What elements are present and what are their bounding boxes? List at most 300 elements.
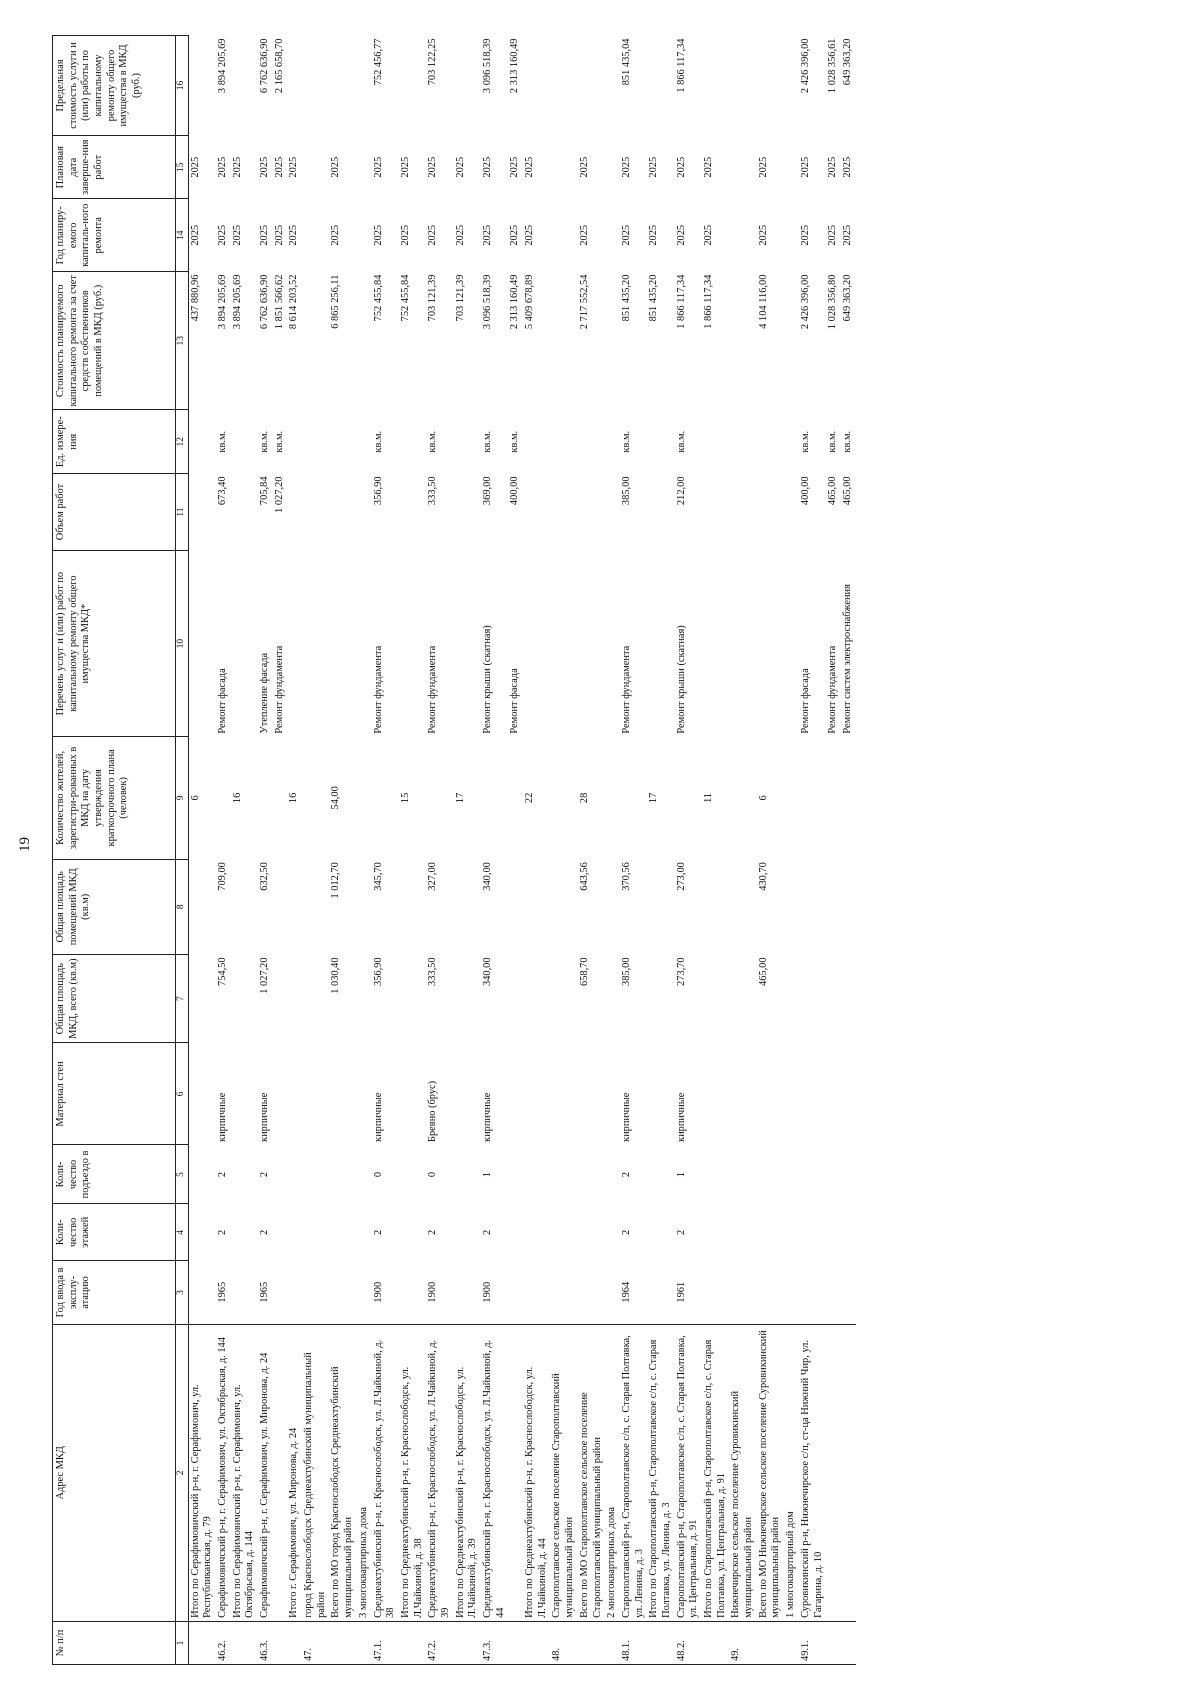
table-cell: [784, 473, 799, 550]
table-row: [188, 36, 216, 1665]
table-cell: [729, 1261, 756, 1325]
table-cell: [729, 1145, 756, 1204]
table-cell: 2 426 396,00: [799, 274, 811, 330]
column-number-row: [176, 36, 189, 1665]
table-cell: 1961: [675, 1281, 687, 1303]
table-cell: кв.м.: [273, 430, 285, 453]
table-cell: [578, 1145, 605, 1204]
table-cell: кирпичные: [675, 1092, 687, 1142]
table-cell: [454, 1204, 481, 1261]
column-header: Общая площадь МКД, всего (кв.м): [53, 954, 176, 1042]
table-cell: 6 762 636,90: [259, 38, 271, 94]
table-cell: [729, 954, 756, 1042]
table-cell: [329, 1204, 356, 1261]
table-cell: Ремонт крыши (скатная): [482, 625, 494, 734]
table-cell: 1 027,20: [259, 957, 271, 994]
table-cell: 2 426 396,00: [799, 38, 811, 94]
table-cell: 2: [259, 1229, 271, 1235]
table-cell: Нижнечирское сельское поселение Суровикинский муниципальный район: [729, 1324, 756, 1621]
table-cell: [784, 1043, 799, 1145]
table-cell: [578, 1621, 605, 1664]
table-cell: [508, 1043, 523, 1145]
table-cell: [508, 1261, 523, 1325]
table-cell: [841, 1621, 856, 1664]
table-cell: Среднеахтубинский р-н, г. Краснослободск, ул. Л.Чайкиной, д. 38: [372, 1324, 399, 1621]
table-cell: 340,00: [482, 957, 494, 986]
table-cell: 2025: [454, 156, 466, 178]
table-cell: Всего по МО Старополтавское сельское поселение Старополтавский муниципальный район: [578, 1324, 605, 1621]
table-row: [231, 36, 258, 1665]
table-cell: Итого г. Серафимович, ул. Миронова, д. 24: [287, 1324, 302, 1621]
table-cell: 658,70: [578, 957, 590, 986]
table-cell: [702, 1621, 729, 1664]
table-cell: 3 096 518,39: [482, 274, 494, 330]
table-cell: [799, 954, 826, 1042]
column-number: 7: [176, 954, 189, 1042]
table-cell: [841, 1261, 856, 1325]
table-cell: [302, 1261, 329, 1325]
table-cell: 437 880,96: [189, 274, 201, 322]
table-cell: [826, 1043, 841, 1145]
table-cell: 430,70: [757, 862, 769, 891]
table-cell: [188, 1145, 216, 1204]
table-cell: 273,70: [675, 957, 687, 986]
table-cell: [826, 1145, 841, 1204]
table-cell: [523, 36, 550, 136]
table-cell: Ремонт фасада: [509, 668, 521, 734]
table-cell: 340,00: [482, 862, 494, 891]
table-cell: [826, 1204, 841, 1261]
table-cell: [550, 135, 577, 199]
table-cell: [302, 36, 329, 136]
table-cell: [508, 954, 523, 1042]
table-cell: [287, 1261, 302, 1325]
column-header: Объем работ: [53, 473, 176, 550]
column-header: Коли-чество этажей: [53, 1204, 176, 1261]
table-cell: [523, 1261, 550, 1325]
table-cell: [399, 551, 426, 737]
table-cell: 1 027,20: [273, 476, 285, 513]
table-cell: [302, 954, 329, 1042]
table-cell: 356,90: [372, 957, 384, 986]
table-cell: [357, 737, 372, 860]
table-cell: 1 028 356,61: [827, 38, 839, 94]
table-cell: 2025: [841, 156, 853, 178]
table-cell: Итого по Старополтавский р-н, Старополтавское с/п, с. Старая Полтавка, ул. Центральная, д. 91: [702, 1324, 729, 1621]
table-cell: [454, 1621, 481, 1664]
table-cell: [605, 1043, 620, 1145]
table-cell: кв.м.: [799, 430, 811, 453]
table-cell: [550, 551, 577, 737]
table-cell: [357, 1145, 372, 1204]
table-cell: 54,00: [330, 786, 342, 810]
table-cell: 2: [372, 1229, 384, 1235]
table-cell: [826, 859, 841, 954]
table-cell: 17: [454, 792, 466, 804]
table-cell: [188, 1204, 216, 1261]
table-header-row: [53, 36, 176, 1665]
table-cell: [231, 1621, 258, 1664]
table-cell: 2025: [799, 156, 811, 178]
table-cell: 48.: [550, 1621, 577, 1664]
table-cell: 2025: [399, 156, 411, 178]
table-cell: 400,00: [799, 476, 811, 506]
column-header: Год планиру-емого капиталь-ного ремонта: [53, 199, 176, 272]
table-cell: [399, 36, 426, 136]
table-cell: 0: [427, 1171, 439, 1178]
table-cell: Итого по Серафимовичский р-н, г. Серафимович, ул. Октябрьская, д. 144: [231, 1324, 258, 1621]
table-cell: 2 многоквартирных дома: [605, 1324, 620, 1621]
table-row: [702, 36, 729, 1665]
table-cell: [302, 859, 329, 954]
table-cell: [273, 859, 288, 954]
table-cell: [329, 36, 356, 136]
table-cell: [841, 1043, 856, 1145]
table-cell: кирпичные: [620, 1092, 632, 1142]
table-cell: [357, 1621, 372, 1664]
table-cell: Серафимовичский р-н, г. Серафимович, ул. Октябрьская, д. 144: [216, 1324, 231, 1621]
table-cell: [799, 737, 826, 860]
table-row: [841, 36, 856, 1665]
table-cell: 1 866 117,34: [675, 38, 687, 93]
table-cell: 2: [427, 1229, 439, 1235]
table-cell: [273, 1145, 288, 1204]
table-cell: [841, 1324, 856, 1621]
table-cell: 15: [399, 792, 411, 804]
table-cell: Ремонт фасада: [799, 668, 811, 734]
table-cell: [426, 737, 453, 860]
table-cell: [702, 954, 729, 1042]
table-cell: [702, 1204, 729, 1261]
table-cell: Итого по Старополтавский р-н, Старополтавское с/п, с. Старая Полтавка, ул. Ленина, д. 3: [647, 1324, 674, 1621]
column-number: 12: [176, 410, 189, 474]
table-cell: 1 866 117,34: [675, 274, 687, 329]
table-cell: [508, 1145, 523, 1204]
table-cell: 2025: [427, 156, 439, 178]
table-cell: [550, 1145, 577, 1204]
table-cell: 3 894 205,69: [216, 274, 228, 330]
table-cell: [578, 1204, 605, 1261]
table-cell: [605, 272, 620, 410]
table-cell: [578, 1261, 605, 1325]
table-cell: 17: [648, 792, 660, 804]
table-cell: [302, 272, 329, 410]
table-cell: 2025: [578, 156, 590, 178]
table-cell: 709,00: [216, 862, 228, 891]
table-cell: кирпичные: [372, 1092, 384, 1142]
table-cell: 2 717 552,54: [578, 274, 590, 330]
table-cell: [729, 1204, 756, 1261]
table-cell: [784, 954, 799, 1042]
table-cell: [647, 954, 674, 1042]
column-number: 1: [176, 1621, 189, 1664]
table-cell: [605, 1204, 620, 1261]
table-cell: [757, 1204, 784, 1261]
table-cell: [188, 859, 216, 954]
table-cell: 369,00: [482, 476, 494, 506]
table-cell: [647, 1043, 674, 1145]
table-cell: 2025: [288, 156, 300, 178]
table-cell: [757, 1145, 784, 1204]
table-cell: кв.м.: [675, 430, 687, 453]
table-cell: [605, 410, 620, 474]
table-cell: [826, 737, 841, 860]
table-cell: 2025: [675, 224, 687, 246]
table-cell: [841, 737, 856, 860]
table-cell: [784, 272, 799, 410]
table-cell: [523, 1204, 550, 1261]
table-cell: 2025: [648, 224, 660, 246]
table-row: [426, 36, 453, 1665]
column-number: 5: [176, 1145, 189, 1204]
table-cell: [729, 473, 756, 550]
table-cell: [647, 859, 674, 954]
table-cell: 48.2.: [675, 1621, 702, 1664]
table-cell: [647, 1261, 674, 1325]
table-cell: 2: [675, 1229, 687, 1235]
table-cell: 752 456,77: [372, 38, 384, 86]
table-row: [481, 36, 508, 1665]
table-cell: [647, 1204, 674, 1261]
table-cell: 333,50: [427, 957, 439, 986]
table-cell: [702, 551, 729, 737]
table-cell: [757, 473, 784, 550]
table-cell: [399, 473, 426, 550]
table-cell: [399, 1204, 426, 1261]
table-cell: 385,00: [620, 476, 632, 506]
table-cell: [231, 36, 258, 136]
table-cell: [302, 473, 329, 550]
table-cell: [399, 410, 426, 474]
table-row: [216, 36, 231, 1665]
table-cell: 1900: [372, 1281, 384, 1303]
table-cell: [188, 551, 216, 737]
table-cell: [329, 1261, 356, 1325]
table-cell: [841, 954, 856, 1042]
table-cell: 2025: [259, 156, 271, 178]
table-cell: 11: [703, 792, 715, 803]
table-cell: 47.3.: [481, 1621, 508, 1664]
table-cell: Ремонт фундамента: [427, 645, 439, 734]
table-cell: [302, 1145, 329, 1204]
table-cell: 2025: [216, 224, 228, 246]
table-cell: 851 435,20: [620, 274, 632, 322]
table-cell: [550, 199, 577, 272]
table-cell: 6 865 256,11: [330, 274, 342, 329]
table-cell: 703 122,25: [427, 38, 439, 86]
table-cell: 49.1.: [799, 1621, 826, 1664]
column-number: 14: [176, 199, 189, 272]
table-cell: 2025: [399, 224, 411, 246]
table-cell: 385,00: [620, 957, 632, 986]
table-cell: [508, 1204, 523, 1261]
table-cell: 1 012,70: [330, 862, 342, 899]
table-cell: 6: [757, 795, 769, 801]
table-cell: [826, 1324, 841, 1621]
table-cell: [454, 1145, 481, 1204]
table-cell: [729, 737, 756, 860]
table-row: [372, 36, 399, 1665]
table-cell: [287, 36, 302, 136]
table-cell: [231, 1043, 258, 1145]
table-cell: 2: [216, 1171, 228, 1178]
table-cell: 632,50: [259, 862, 271, 891]
table-cell: [523, 859, 550, 954]
table-cell: [757, 1621, 784, 1664]
table-cell: [454, 36, 481, 136]
table-cell: 47.2.: [426, 1621, 453, 1664]
repair-plan-table: [52, 35, 856, 1665]
table-cell: [647, 1621, 674, 1664]
column-header: Стоимость планируемого капитального ремонта за счет средств собственников помещений в МКД (руб.): [53, 272, 176, 410]
table-row: [329, 36, 356, 1665]
table-cell: 2025: [273, 224, 285, 246]
column-header: Адрес МКД: [53, 1324, 176, 1621]
table-cell: [357, 410, 372, 474]
table-cell: [550, 1261, 577, 1325]
table-cell: [729, 859, 756, 954]
table-row: [757, 36, 784, 1665]
table-row: [454, 36, 481, 1665]
column-number: 2: [176, 1324, 189, 1621]
table-cell: Ремонт систем электроснабжения: [841, 584, 853, 734]
table-cell: [357, 135, 372, 199]
table-cell: [287, 1621, 302, 1664]
table-cell: 5 409 678,89: [524, 274, 536, 330]
table-cell: 2: [259, 1171, 271, 1178]
column-header: Предельная стоимость услуги и (или) работы по капитальному ремонту общего имущества в МКД (руб.): [53, 36, 176, 136]
table-row: [675, 36, 702, 1665]
table-cell: 3 многоквартирных дома: [357, 1324, 372, 1621]
table-cell: [188, 1261, 216, 1325]
table-cell: [605, 737, 620, 860]
table-cell: 48.1.: [620, 1621, 647, 1664]
table-cell: 2025: [757, 224, 769, 246]
table-cell: 649 363,20: [841, 274, 853, 322]
table-cell: [841, 1145, 856, 1204]
table-cell: [508, 1324, 523, 1621]
table-cell: 28: [578, 792, 590, 804]
table-cell: Старополтавское сельское поселение Старополтавский муниципальный район: [550, 1324, 577, 1621]
column-number: 16: [176, 36, 189, 136]
table-cell: 333,50: [427, 476, 439, 506]
table-cell: [399, 859, 426, 954]
table-cell: 8 614 203,52: [288, 274, 300, 330]
table-cell: 3 894 205,69: [231, 274, 243, 330]
table-cell: 851 435,04: [620, 38, 632, 86]
table-row: [729, 36, 756, 1665]
table-cell: [550, 859, 577, 954]
table-cell: [188, 473, 216, 550]
column-number: 10: [176, 551, 189, 737]
table-cell: [799, 1145, 826, 1204]
table-cell: [784, 1204, 799, 1261]
table-cell: 2025: [427, 224, 439, 246]
table-cell: [550, 1043, 577, 1145]
table-cell: 212,00: [675, 476, 687, 506]
table-cell: кирпичные: [216, 1092, 228, 1142]
table-cell: 649 363,20: [841, 38, 853, 86]
table-cell: [799, 859, 826, 954]
table-cell: 1 851 566,62: [273, 274, 285, 330]
table-cell: 2025: [231, 224, 243, 246]
table-cell: [287, 1043, 302, 1145]
table-cell: [841, 859, 856, 954]
table-cell: [329, 473, 356, 550]
column-header: № п/п: [53, 1621, 176, 1664]
column-number: 3: [176, 1261, 189, 1325]
table-cell: [273, 1204, 288, 1261]
table-cell: 1900: [427, 1281, 439, 1303]
table-cell: 1 030,40: [330, 957, 342, 994]
table-cell: [357, 272, 372, 410]
table-cell: [188, 954, 216, 1042]
table-cell: 2025: [827, 224, 839, 246]
table-cell: Всего по МО город Краснослободск Среднеахтубинский муниципальный район: [329, 1324, 356, 1621]
table-cell: [329, 551, 356, 737]
table-row: [508, 36, 523, 1665]
table-cell: 465,00: [841, 476, 853, 506]
table-cell: [578, 551, 605, 737]
table-cell: 4 104 116,00: [757, 274, 769, 329]
table-cell: [799, 1204, 826, 1261]
column-header: Общая площадь помещений МКД (кв.м): [53, 859, 176, 954]
table-cell: 2025: [454, 224, 466, 246]
table-cell: [287, 1145, 302, 1204]
table-cell: Всего по МО Нижнечирское сельское поселение Суровикинский муниципальный район: [757, 1324, 784, 1621]
table-cell: 22: [524, 792, 536, 804]
table-cell: [357, 36, 372, 136]
table-cell: [273, 737, 288, 860]
table-cell: [729, 36, 756, 136]
table-cell: 2025: [189, 224, 201, 246]
table-cell: [231, 954, 258, 1042]
table-cell: [702, 36, 729, 136]
table-cell: [702, 1261, 729, 1325]
table-row: [784, 36, 799, 1665]
table-cell: [757, 551, 784, 737]
table-row: [826, 36, 841, 1665]
table-cell: кв.м.: [427, 430, 439, 453]
table-cell: [784, 135, 799, 199]
table-row: [620, 36, 647, 1665]
table-cell: [647, 473, 674, 550]
table-cell: [454, 954, 481, 1042]
table-cell: [757, 36, 784, 136]
table-cell: 3 894 205,69: [216, 38, 228, 94]
table-cell: 752 455,84: [399, 274, 411, 322]
table-cell: [287, 551, 302, 737]
table-cell: 46.3.: [258, 1621, 273, 1664]
table-cell: [302, 737, 329, 860]
table-cell: [550, 737, 577, 860]
table-cell: Итого по Среднеахтубинский р-н, г. Краснослободск, ул. Л.Чайкиной, д. 44: [523, 1324, 550, 1621]
table-cell: [605, 1621, 620, 1664]
table-cell: [399, 954, 426, 1042]
table-cell: 327,00: [427, 862, 439, 891]
table-cell: кв.м.: [841, 430, 853, 453]
table-row: [578, 36, 605, 1665]
table-cell: 2025: [372, 156, 384, 178]
column-header: Коли-чество подъездо в: [53, 1145, 176, 1204]
table-cell: Итого по Среднеахтубинский р-н, г. Краснослободск, ул. Л.Чайкиной, д. 39: [454, 1324, 481, 1621]
table-cell: 1965: [259, 1281, 271, 1303]
table-cell: [188, 1043, 216, 1145]
table-cell: [287, 859, 302, 954]
table-cell: 1 028 356,80: [827, 274, 839, 330]
table-row: [273, 36, 288, 1665]
table-row: [258, 36, 273, 1665]
